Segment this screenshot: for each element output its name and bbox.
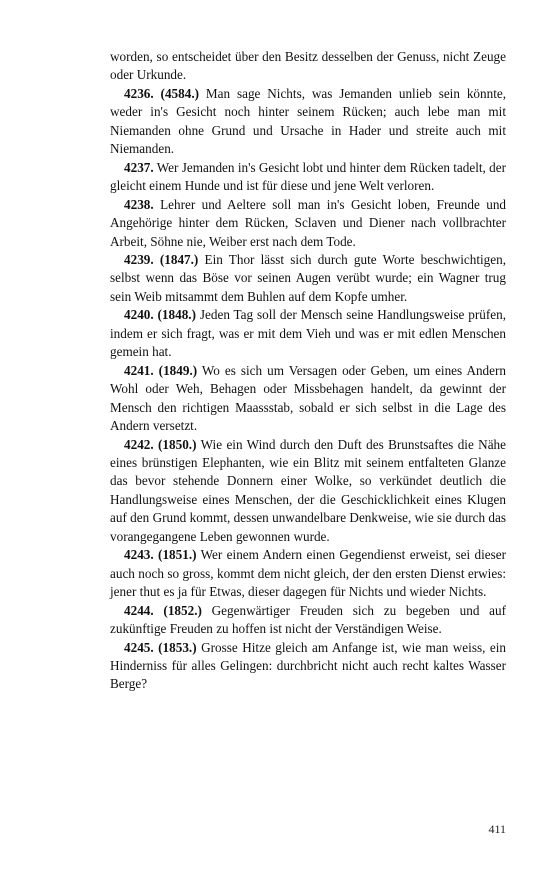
entry-text: Wer einem Andern einen Gegendienst erweist, sei dieser auch noch so gross, kommt dem nicht gleich, der den ersten Dienst erwies: jener thut es ja für Etwas, dieser dagegen für Nichts und wieder Nichts. bbox=[110, 547, 507, 600]
entry-4242 bbox=[110, 436, 506, 547]
entry-4236 bbox=[110, 85, 506, 159]
entry-number: 4242. (1850.) bbox=[124, 436, 197, 452]
entry-number: 4239. (1847.) bbox=[124, 251, 199, 267]
entry-number: 4244. (1852.) bbox=[124, 602, 202, 618]
entry-4238 bbox=[110, 196, 506, 251]
entry-number: 4245. (1853.) bbox=[124, 639, 197, 655]
entry-text: Lehrer und Aeltere soll man in's Gesicht loben, Freunde und Angehörige hinter dem Rücken, Sclaven und Diener nach vollbrachter Arbeit, Söhne nie, Weiber erst nach dem Tode. bbox=[110, 196, 506, 249]
entry-text: Wie ein Wind durch den Duft des Brunstsaftes die Nähe eines brünstigen Elephanten, wie ein Blitz mit seinem entfalteten Glanze das bevor stehende Donnern einer Wolke, so verkündet deutlich die Handlungsweise eines Menschen, der die Geschicklichkeit eines Klugen auf den Grund kommt, dessen unwandelbare Denkweise, wie sie durch das vorangegangene Leben gewonnen wurde. bbox=[110, 436, 506, 544]
entry-number: 4236. (4584.) bbox=[124, 85, 200, 101]
entry-text: Jeden Tag soll der Mensch seine Handlungsweise prüfen, indem er sich fragt, was er mit dem Vieh und was er mit edlen Menschen gemein hat. bbox=[110, 307, 506, 360]
entry-text: Grosse Hitze gleich am Anfange ist, wie man weiss, ein Hinderniss für alles Gelingen: durchbricht nicht auch recht kaltes Wasser Berge? bbox=[110, 639, 506, 692]
entry-4241 bbox=[110, 362, 506, 436]
page-text bbox=[110, 48, 506, 694]
page-number: 411 bbox=[488, 822, 506, 836]
entry-4243 bbox=[110, 546, 506, 601]
entry-text: Gegenwärtiger Freuden sich zu begeben und auf zukünftige Freuden zu hoffen ist nicht der Verständigen Weise. bbox=[110, 602, 507, 637]
entry-4239 bbox=[110, 251, 506, 306]
entry-4240 bbox=[110, 306, 506, 361]
continuation-paragraph: worden, so entscheidet über den Besitz desselben der Genuss, nicht Zeuge oder Urkunde. bbox=[110, 49, 506, 83]
entry-4237 bbox=[110, 159, 506, 196]
entry-number: 4240. (1848.) bbox=[124, 307, 197, 323]
entry-number: 4238. bbox=[124, 196, 154, 212]
entry-text: Wer Jemanden in's Gesicht lobt und hinter dem Rücken tadelt, der gleicht einem Hunde und ist für diese und jene Welt verloren. bbox=[110, 159, 507, 194]
entry-text: Wo es sich um Versagen oder Geben, um eines Andern Wohl oder Weh, Behagen oder Missbehagen handelt, da gewinnt der Mensch den richtigen Maassstab, sobald er sich selbst in die Lage des Andern versetzt. bbox=[110, 362, 506, 434]
entry-number: 4241. (1849.) bbox=[124, 362, 198, 378]
entry-text: Man sage Nichts, was Jemanden unlieb sein könnte, weder in's Gesicht noch hinter seinem Rücken; auch lebe man mit Niemanden ohne Grund und Ursache in Hader und streite auch mit Niemanden. bbox=[110, 85, 507, 157]
entry-text: Ein Thor lässt sich durch gute Worte beschwichtigen, selbst wenn das Böse vor seinen Augen verübt wurde; ein Wagner trug sein Weib mitsammt dem Buhlen auf dem Kopfe umher. bbox=[110, 251, 507, 304]
entry-4245 bbox=[110, 639, 506, 694]
entry-number: 4237. bbox=[124, 159, 154, 175]
entry-number: 4243. (1851.) bbox=[124, 547, 197, 563]
entry-4244 bbox=[110, 602, 506, 639]
